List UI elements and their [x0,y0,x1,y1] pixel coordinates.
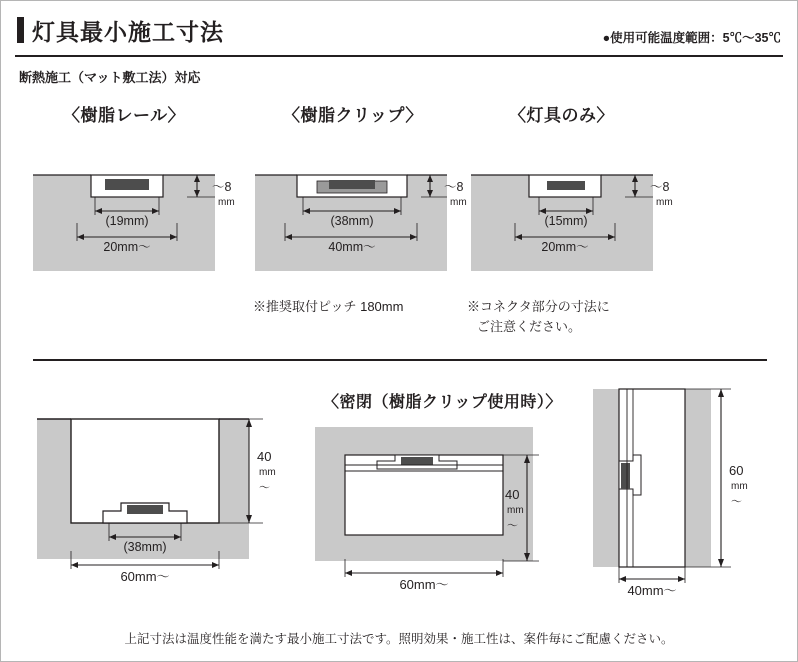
figure-sealed-right [581,383,787,614]
fixture-only-height-label: ～8 [650,180,670,194]
sealed-right-height-label: 60 [729,463,744,478]
sealed-left-inner-width-label: (38mm) [123,540,167,554]
clip-outer-width-label: 40mm～ [328,240,376,254]
section-caption-sealed: 〈密閉（樹脂クリップ使用時）〉 [323,394,562,411]
note-clip-pitch: ※推奨取付ピッチ 180mm [253,299,404,314]
clip-height-unit: mm [450,197,467,208]
sealed-left-outer-width-label: 60mm～ [120,569,170,584]
sealed-center-height-tilde: ～ [507,520,518,532]
figure-sealed-left [21,413,289,608]
sealed-right-height-unit: mm [731,481,748,492]
sealed-center-outer-width-label: 60mm～ [399,577,449,592]
sealed-right-height-tilde: ～ [731,496,742,508]
section-divider [33,359,767,361]
sealed-right-outer-width-label: 40mm～ [627,583,677,598]
rail-outer-width-label: 20mm～ [103,240,151,254]
note-connector-line1: ※コネクタ部分の寸法に [467,299,610,314]
title-accent-bar [17,17,24,43]
section-caption-fixture-only: 〈灯具のみ〉 [509,106,614,125]
rail-height-unit: mm [218,197,235,208]
section-caption-clip: 〈樹脂クリップ〉 [283,106,423,125]
header-divider [15,55,783,57]
fixture-only-inner-width-label: (15mm) [544,214,588,228]
figure-clip [241,167,467,292]
sealed-center-height-label: 40 [505,487,520,502]
page-header [1,1,797,57]
sealed-left-height-tilde: ～ [259,482,270,494]
rail-height-label: ～8 [212,180,232,194]
fixture-only-height-unit: mm [656,197,673,208]
fixture-only-outer-width-label: 20mm～ [541,240,589,254]
clip-inner-width-label: (38mm) [330,214,374,228]
figure-fixture-only [457,167,673,292]
clip-height-label: ～8 [444,180,464,194]
figure-sealed-center [303,413,563,608]
note-connector-line2: ご注意ください。 [477,319,582,334]
footer-note: 上記寸法は温度性能を満たす最小施工寸法です。照明効果・施工性は、案件毎にご配慮ください。 [124,632,674,646]
subtitle: 断熱施工（マット敷工法）対応 [19,70,201,85]
sealed-left-height-unit: mm [259,467,276,478]
sealed-center-height-unit: mm [507,505,524,516]
figure-rail [19,167,235,292]
section-caption-rail: 〈樹脂レール〉 [63,106,186,125]
page-title: 灯具最小施工寸法 [32,19,224,45]
temperature-range-note: ●使用可能温度範囲：5℃～35℃ [602,31,781,45]
sealed-left-height-label: 40 [257,449,272,464]
rail-inner-width-label: (19mm) [105,214,149,228]
